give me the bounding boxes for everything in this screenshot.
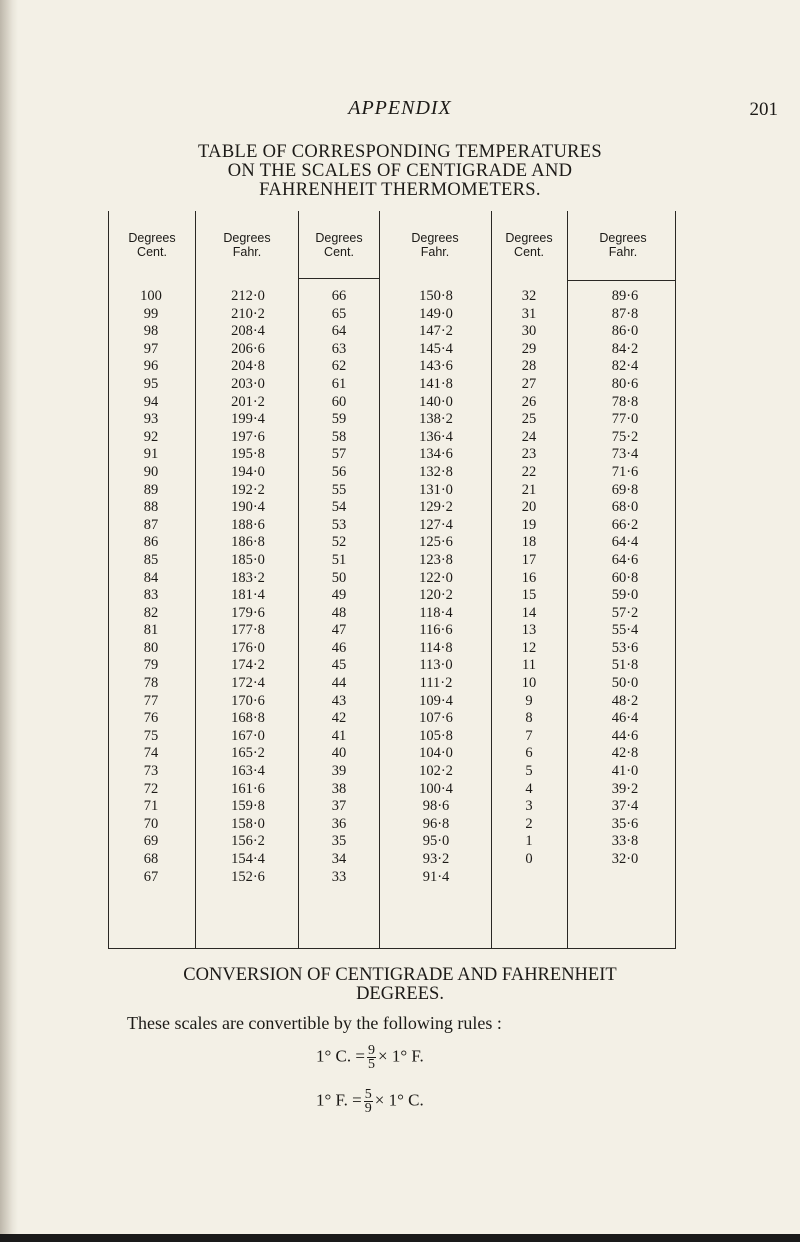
- table-cell: 92: [143, 428, 159, 445]
- table-cell: 50: [331, 569, 347, 586]
- table-cell: 156·2: [231, 833, 265, 850]
- table-cell: 77·0: [611, 411, 639, 428]
- table-cell: 45: [331, 657, 347, 674]
- table-cell: 86·0: [611, 323, 639, 340]
- table-cell: 46: [331, 639, 347, 656]
- table-cell: 118·4: [419, 604, 453, 621]
- table-cell: 89·6: [611, 288, 639, 304]
- temperature-table: [108, 211, 676, 949]
- running-head: APPENDIX: [348, 97, 452, 119]
- table-cell: 80·6: [611, 375, 639, 392]
- table-cell: 190·4: [231, 499, 265, 516]
- table-cell: 44·6: [611, 727, 639, 744]
- table-cell: 79: [143, 657, 159, 674]
- table-cell: 174·2: [231, 657, 265, 674]
- table-cell: 87: [143, 516, 159, 533]
- table-cell: 88: [143, 499, 159, 516]
- table-cell: 72: [143, 780, 159, 797]
- table-cell: 143·6: [419, 358, 453, 375]
- table-cell: 113·0: [419, 657, 453, 674]
- column-header: Degrees Fahr.: [599, 231, 647, 259]
- table-cell: 35: [331, 833, 347, 850]
- table-cell: 91: [143, 446, 159, 463]
- table-cell: 9: [525, 692, 533, 709]
- column-cent-1: [108, 288, 194, 886]
- column-cent-3: [486, 288, 572, 869]
- table-cell: 97: [143, 340, 159, 357]
- table-cell: 44: [331, 675, 347, 692]
- table-cell: 95·0: [422, 833, 450, 850]
- table-cell: 32·0: [611, 851, 639, 867]
- table-cell: 127·4: [419, 516, 453, 533]
- column-fahr-1: [205, 288, 291, 886]
- table-cell: 24: [521, 428, 537, 445]
- table-cell: 48·2: [611, 692, 639, 709]
- table-cell: 74: [143, 745, 159, 762]
- column-header: Degrees Cent.: [315, 231, 363, 259]
- table-cell: 167·0: [231, 727, 265, 744]
- table-cell: 98·6: [422, 798, 450, 815]
- table-cell: 49: [331, 587, 347, 604]
- table-cell: 57: [331, 446, 347, 463]
- table-cell: 13: [521, 622, 537, 639]
- table-cell: 53·6: [611, 639, 639, 656]
- scan-bottom-edge: [0, 1234, 800, 1242]
- conversion-title-line-1: CONVERSION OF CENTIGRADE AND FAHRENHEIT: [183, 965, 617, 985]
- table-cell: 105·8: [419, 727, 453, 744]
- table-cell: 78·8: [611, 393, 639, 410]
- table-cell: 170·6: [231, 692, 265, 709]
- table-cell: 31: [521, 305, 537, 322]
- table-cell: 63: [331, 340, 347, 357]
- table-cell: 149·0: [419, 305, 453, 322]
- table-cell: 55: [331, 481, 347, 498]
- table-cell: 111·2: [419, 675, 453, 692]
- table-cell: 53: [331, 516, 347, 533]
- table-cell: 98: [143, 323, 159, 340]
- table-title: [0, 143, 800, 200]
- table-cell: 5: [525, 763, 533, 780]
- table-cell: 1: [525, 833, 533, 850]
- conversion-title-line-2: DEGREES.: [356, 984, 444, 1004]
- rule-lhs: 1° F. =: [316, 1090, 362, 1110]
- table-bottom-rule: [108, 948, 676, 949]
- table-cell: 145·4: [419, 340, 453, 357]
- table-cell: 67: [143, 868, 159, 885]
- page-number: 201: [749, 99, 778, 120]
- table-cell: 60·8: [611, 569, 639, 586]
- table-cell: 3: [525, 798, 533, 815]
- table-cell: 41·0: [611, 763, 639, 780]
- table-cell: 7: [525, 727, 533, 744]
- table-cell: 81: [143, 622, 159, 639]
- table-cell: 2: [525, 815, 533, 832]
- table-cell: 194·0: [231, 463, 265, 480]
- table-cell: 46·4: [611, 710, 639, 727]
- table-cell: 114·8: [419, 639, 453, 656]
- table-cell: 176·0: [231, 639, 265, 656]
- table-cell: 201·2: [231, 393, 265, 410]
- table-cell: 19: [521, 516, 537, 533]
- table-cell: 84: [143, 569, 159, 586]
- table-cell: 199·4: [231, 411, 265, 428]
- table-cell: 21: [521, 481, 537, 498]
- table-rule-right: [675, 211, 676, 949]
- table-cell: 80: [143, 639, 159, 656]
- table-cell: 11: [522, 657, 536, 674]
- table-cell: 73: [143, 763, 159, 780]
- table-cell: 140·0: [419, 393, 453, 410]
- table-cell: 141·8: [419, 375, 453, 392]
- table-cell: 58: [331, 428, 347, 445]
- table-cell: 65: [331, 305, 347, 322]
- table-cell: 4: [525, 780, 533, 797]
- table-cell: 59·0: [611, 587, 639, 604]
- table-cell: 37·4: [611, 798, 639, 815]
- table-cell: 59: [331, 411, 347, 428]
- table-cell: 159·8: [231, 798, 265, 815]
- table-cell: 62: [331, 358, 347, 375]
- table-cell: 69: [143, 833, 159, 850]
- conversion-rule-f-to-c: [316, 1088, 424, 1115]
- table-cell: 66·2: [611, 516, 639, 533]
- table-cell: 61: [331, 375, 347, 392]
- table-cell: 120·2: [419, 587, 453, 604]
- table-cell: 100·4: [419, 780, 453, 797]
- table-cell: 84·2: [611, 340, 639, 357]
- table-cell: 28: [521, 358, 537, 375]
- table-cell: 96·8: [422, 815, 450, 832]
- table-cell: 107·6: [419, 710, 453, 727]
- table-cell: 71·6: [611, 463, 639, 480]
- conversion-title: [0, 966, 800, 1004]
- table-cell: 83: [143, 587, 159, 604]
- table-cell: 57·2: [611, 604, 639, 621]
- table-cell: 168·8: [231, 710, 265, 727]
- table-cell: 99: [143, 305, 159, 322]
- table-cell: 122·0: [419, 569, 453, 586]
- table-cell: 48: [331, 604, 347, 621]
- table-cell: 12: [521, 639, 537, 656]
- table-cell: 71: [143, 798, 159, 815]
- table-cell: 18: [521, 534, 537, 551]
- table-cell: 195·8: [231, 446, 265, 463]
- table-cell: 10: [521, 675, 537, 692]
- table-cell: 33: [331, 868, 347, 885]
- table-cell: 206·6: [231, 340, 265, 357]
- rule-fraction: $\frac{5}{9}$: [364, 1087, 372, 1116]
- table-cell: 125·6: [419, 534, 453, 551]
- table-cell: 132·8: [419, 463, 453, 480]
- table-cell: 6: [525, 745, 533, 762]
- table-cell: 17: [521, 551, 537, 568]
- table-cell: 94: [143, 393, 159, 410]
- table-title-line-2: ON THE SCALES OF CENTIGRADE AND: [227, 161, 573, 181]
- table-cell: 55·4: [611, 622, 639, 639]
- table-cell: 131·0: [419, 481, 453, 498]
- table-cell: 8: [525, 710, 533, 727]
- table-cell: 68: [143, 851, 159, 867]
- table-cell: 76: [143, 710, 159, 727]
- table-rule-col1: [195, 211, 196, 949]
- table-cell: 39: [331, 763, 347, 780]
- table-cell: 91·4: [422, 868, 450, 885]
- table-cell: 185·0: [231, 551, 265, 568]
- table-cell: 26: [521, 393, 537, 410]
- column-header: Degrees Cent.: [128, 231, 176, 259]
- table-cell: 27: [521, 375, 537, 392]
- table-cell: 75: [143, 727, 159, 744]
- table-cell: 22: [521, 463, 537, 480]
- table-cell: 161·6: [231, 780, 265, 797]
- table-cell: 77: [143, 692, 159, 709]
- table-cell: 179·6: [231, 604, 265, 621]
- table-cell: 154·4: [231, 851, 265, 867]
- table-cell: 192·2: [231, 481, 265, 498]
- table-cell: 54: [331, 499, 347, 516]
- table-cell: 70: [143, 815, 159, 832]
- table-cell: 104·0: [419, 745, 453, 762]
- table-cell: 82: [143, 604, 159, 621]
- table-cell: 163·4: [231, 763, 265, 780]
- column-header: Degrees Fahr.: [223, 231, 271, 259]
- table-cell: 47: [331, 622, 347, 639]
- table-cell: 134·6: [419, 446, 453, 463]
- table-cell: 14: [521, 604, 537, 621]
- table-cell: 100: [140, 288, 162, 304]
- table-cell: 16: [521, 569, 537, 586]
- table-cell: 30: [521, 323, 537, 340]
- table-cell: 183·2: [231, 569, 265, 586]
- table-header-rule: [298, 278, 379, 279]
- table-cell: 33·8: [611, 833, 639, 850]
- table-cell: 64·6: [611, 551, 639, 568]
- column-header: Degrees Cent.: [505, 231, 553, 259]
- table-cell: 138·2: [419, 411, 453, 428]
- table-cell: 25: [521, 411, 537, 428]
- rule-rhs: × 1° C.: [374, 1090, 424, 1110]
- table-cell: 203·0: [231, 375, 265, 392]
- table-cell: 20: [521, 499, 537, 516]
- table-cell: 60: [331, 393, 347, 410]
- column-fahr-3: [582, 288, 668, 869]
- table-cell: 186·8: [231, 534, 265, 551]
- table-cell: 35·6: [611, 815, 639, 832]
- column-cent-2: [296, 288, 382, 886]
- table-cell: 152·6: [231, 868, 265, 885]
- table-cell: 15: [521, 587, 537, 604]
- table-cell: 150·8: [419, 288, 453, 304]
- table-cell: 116·6: [419, 622, 453, 639]
- table-cell: 68·0: [611, 499, 639, 516]
- table-cell: 181·4: [231, 587, 265, 604]
- table-cell: 39·2: [611, 780, 639, 797]
- table-cell: 36: [331, 815, 347, 832]
- table-cell: 43: [331, 692, 347, 709]
- table-cell: 64·4: [611, 534, 639, 551]
- table-cell: 38: [331, 780, 347, 797]
- table-cell: 197·6: [231, 428, 265, 445]
- column-header: Degrees Fahr.: [411, 231, 459, 259]
- rule-lhs: 1° C. =: [316, 1046, 365, 1066]
- table-cell: 69·8: [611, 481, 639, 498]
- table-cell: 89: [143, 481, 159, 498]
- table-header-rule: [567, 280, 675, 281]
- table-cell: 40: [331, 745, 347, 762]
- table-cell: 188·6: [231, 516, 265, 533]
- conversion-rule-c-to-f: [316, 1044, 424, 1071]
- table-cell: 42: [331, 710, 347, 727]
- table-cell: 129·2: [419, 499, 453, 516]
- table-title-line-3: FAHRENHEIT THERMOMETERS.: [259, 180, 541, 200]
- table-cell: 73·4: [611, 446, 639, 463]
- table-cell: 51·8: [611, 657, 639, 674]
- table-cell: 50·0: [611, 675, 639, 692]
- table-cell: 95: [143, 375, 159, 392]
- table-cell: 136·4: [419, 428, 453, 445]
- table-cell: 165·2: [231, 745, 265, 762]
- table-cell: 123·8: [419, 551, 453, 568]
- table-cell: 109·4: [419, 692, 453, 709]
- table-cell: 41: [331, 727, 347, 744]
- table-cell: 29: [521, 340, 537, 357]
- table-cell: 93·2: [422, 851, 450, 867]
- table-cell: 86: [143, 534, 159, 551]
- table-cell: 23: [521, 446, 537, 463]
- table-cell: 0: [525, 851, 533, 867]
- table-cell: 37: [331, 798, 347, 815]
- table-cell: 82·4: [611, 358, 639, 375]
- rule-rhs: × 1° F.: [377, 1046, 424, 1066]
- table-cell: 208·4: [231, 323, 265, 340]
- table-cell: 204·8: [231, 358, 265, 375]
- table-cell: 147·2: [419, 323, 453, 340]
- table-cell: 42·8: [611, 745, 639, 762]
- table-cell: 32: [521, 288, 537, 304]
- table-cell: 158·0: [231, 815, 265, 832]
- conversion-intro: These scales are convertible by the following rules :: [127, 1013, 502, 1033]
- column-fahr-2: [393, 288, 479, 886]
- table-cell: 66: [331, 288, 347, 304]
- table-cell: 75·2: [611, 428, 639, 445]
- table-cell: 78: [143, 675, 159, 692]
- table-cell: 34: [331, 851, 347, 867]
- table-cell: 64: [331, 323, 347, 340]
- table-cell: 172·4: [231, 675, 265, 692]
- table-cell: 51: [331, 551, 347, 568]
- table-cell: 85: [143, 551, 159, 568]
- table-cell: 93: [143, 411, 159, 428]
- table-cell: 52: [331, 534, 347, 551]
- table-cell: 90: [143, 463, 159, 480]
- rule-fraction: $\frac{9}{5}$: [367, 1043, 375, 1072]
- table-cell: 96: [143, 358, 159, 375]
- table-cell: 210·2: [231, 305, 265, 322]
- table-cell: 56: [331, 463, 347, 480]
- table-cell: 212·0: [231, 288, 265, 304]
- table-cell: 102·2: [419, 763, 453, 780]
- table-cell: 177·8: [231, 622, 265, 639]
- table-title-line-1: TABLE OF CORRESPONDING TEMPERATURES: [198, 142, 602, 162]
- table-cell: 87·8: [611, 305, 639, 322]
